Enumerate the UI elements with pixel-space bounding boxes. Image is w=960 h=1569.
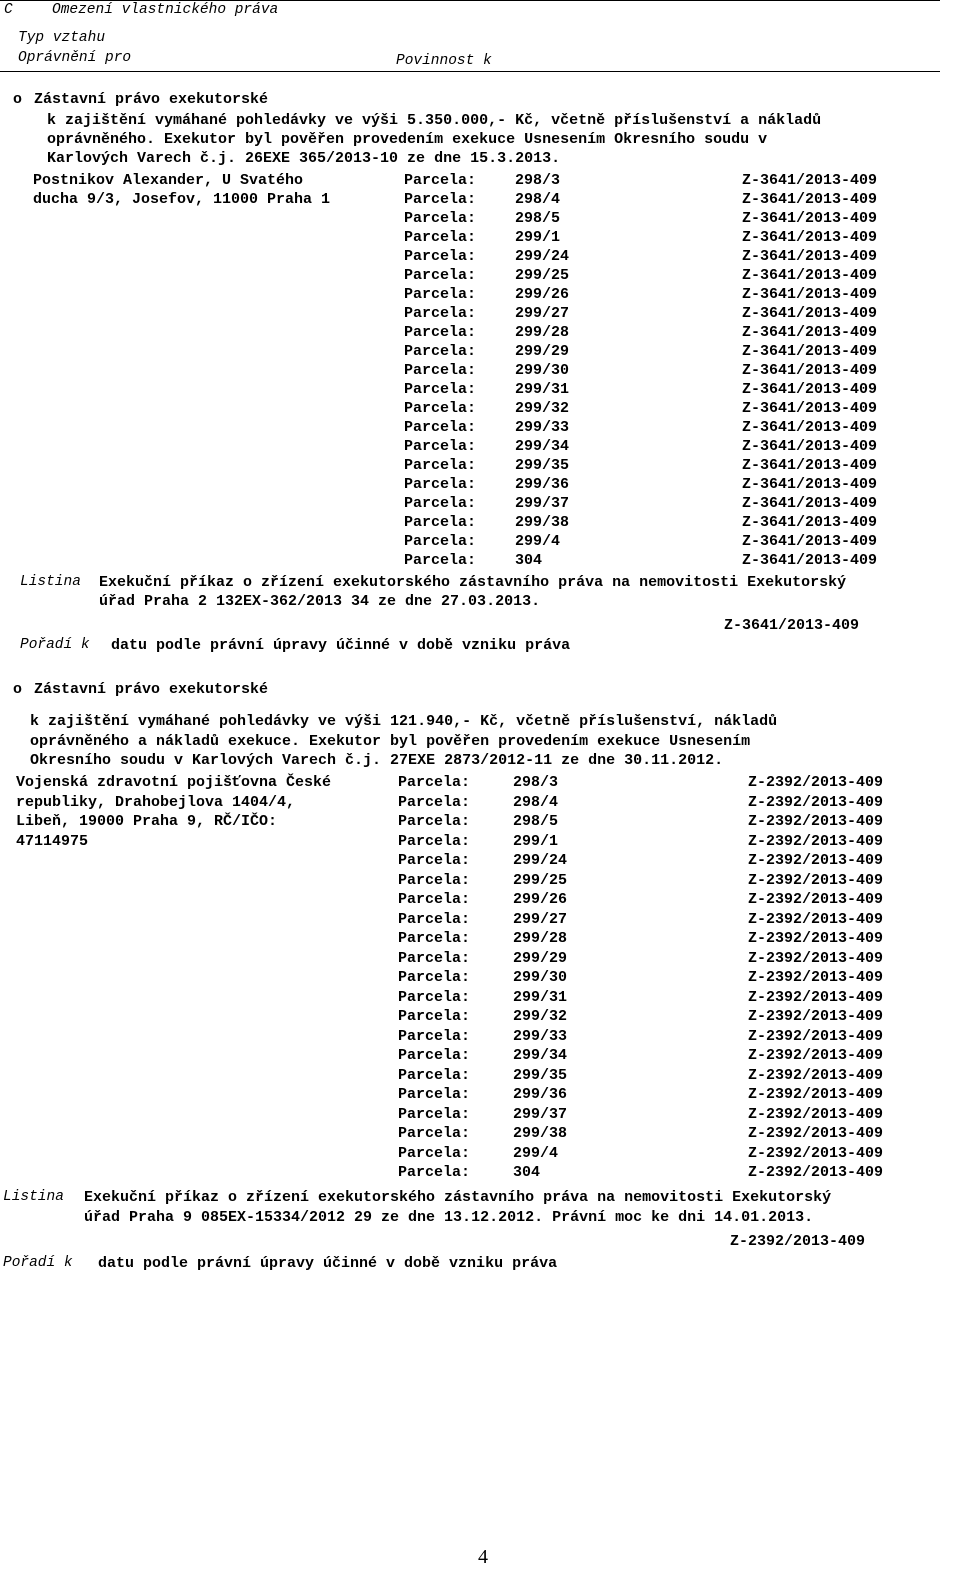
parcel-row — [0, 852, 960, 872]
parcel-reference: Z-2392/2013-409 — [748, 1144, 884, 1162]
parcel-label: Parcela: — [404, 343, 477, 360]
parcel-reference: Z-2392/2013-409 — [748, 988, 884, 1006]
parcel-number: 299/34 — [515, 438, 570, 455]
parcel-row — [0, 1145, 960, 1165]
parcel-number: 298/5 — [515, 210, 561, 227]
parcel-reference: Z-2392/2013-409 — [748, 1086, 884, 1103]
parcel-reference: Z-3641/2013-409 — [742, 495, 878, 512]
parcel-number: 298/5 — [513, 813, 559, 830]
parcel-row — [0, 419, 960, 438]
parcel-label: Parcela: — [404, 324, 477, 341]
parcel-number: 298/3 — [515, 172, 561, 189]
parcel-row — [0, 400, 960, 419]
parcel-row — [0, 533, 960, 552]
parcel-reference: Z-3641/2013-409 — [742, 248, 878, 265]
parcel-label: Parcela: — [404, 286, 477, 303]
parcel-row — [0, 324, 960, 343]
parcel-row — [0, 1008, 960, 1028]
listina-reference: Z-3641/2013-409 — [724, 617, 860, 634]
parcel-row — [0, 1106, 960, 1126]
parcel-label: Parcela: — [398, 1086, 471, 1103]
parcel-row — [0, 362, 960, 381]
parcel-label: Parcela: — [404, 172, 477, 189]
parcel-reference: Z-2392/2013-409 — [748, 832, 884, 850]
column-obligation: Povinnost k — [396, 53, 492, 69]
parcel-number: 299/31 — [515, 381, 570, 398]
parcel-label: Parcela: — [398, 1008, 471, 1025]
parcel-list — [0, 774, 960, 1184]
parcel-label: Parcela: — [404, 457, 477, 474]
party-line: Libeň, 19000 Praha 9, RČ/IČO: — [16, 813, 278, 830]
parcel-reference: Z-2392/2013-409 — [748, 1164, 884, 1181]
parcel-reference: Z-2392/2013-409 — [748, 793, 884, 811]
parcel-number: 299/24 — [515, 248, 570, 265]
parcel-reference: Z-2392/2013-409 — [748, 871, 884, 889]
parcel-reference: Z-3641/2013-409 — [742, 172, 878, 189]
parcel-row — [0, 1028, 960, 1048]
parcel-reference: Z-3641/2013-409 — [742, 305, 878, 322]
parcel-label: Parcela: — [398, 988, 471, 1006]
parcel-number: 299/27 — [515, 305, 570, 322]
parcel-number: 299/1 — [515, 229, 561, 246]
parcel-number: 299/37 — [513, 1105, 568, 1123]
party-line: 47114975 — [16, 833, 89, 850]
parcel-reference: Z-3641/2013-409 — [742, 286, 878, 303]
parcel-reference: Z-2392/2013-409 — [748, 949, 884, 967]
parcel-number: 299/24 — [513, 852, 568, 869]
parcel-number: 299/33 — [513, 1027, 568, 1045]
parcel-row — [0, 552, 960, 571]
parcel-number: 298/4 — [515, 191, 561, 208]
parcel-reference: Z-2392/2013-409 — [748, 1105, 884, 1123]
parcel-number: 299/1 — [513, 832, 559, 850]
parcel-reference: Z-3641/2013-409 — [742, 514, 878, 531]
parcel-number: 299/4 — [515, 533, 561, 550]
parcel-label: Parcela: — [398, 774, 471, 791]
parcel-label: Parcela: — [404, 362, 477, 379]
parcel-label: Parcela: — [398, 1066, 471, 1084]
listina-line: úřad Praha 9 085EX-15334/2012 29 ze dne 13.12.2012. Právní moc ke dni 14.01.2013. — [84, 1209, 814, 1226]
parcel-reference: Z-3641/2013-409 — [742, 267, 878, 284]
parcel-reference: Z-2392/2013-409 — [748, 852, 884, 869]
listina-line: Exekuční příkaz o zřízení exekutorského zástavního práva na nemovitosti Exekutorský — [84, 1189, 832, 1206]
parcel-row — [0, 191, 960, 210]
parcel-list — [0, 172, 960, 571]
entry-bullet: o — [13, 681, 23, 698]
parcel-row — [0, 1164, 960, 1184]
parcel-row — [0, 248, 960, 267]
parcel-number: 299/28 — [515, 324, 570, 341]
description-line: Okresního soudu v Karlových Varech č.j. 27EXE 2873/2012-11 ze dne 30.11.2012. — [30, 752, 724, 769]
parcel-reference: Z-2392/2013-409 — [748, 891, 884, 908]
parcel-label: Parcela: — [398, 1164, 471, 1181]
parcel-row — [0, 1067, 960, 1087]
parcel-number: 299/29 — [513, 949, 568, 967]
parcel-reference: Z-3641/2013-409 — [742, 552, 878, 569]
parcel-number: 299/28 — [513, 930, 568, 947]
column-relation-type: Typ vztahu — [18, 30, 106, 46]
listina-line: Exekuční příkaz o zřízení exekutorského zástavního práva na nemovitosti Exekutorský — [99, 574, 847, 591]
parcel-number: 299/36 — [515, 476, 570, 493]
parcel-label: Parcela: — [404, 476, 477, 493]
parcel-row — [0, 457, 960, 476]
parcel-number: 299/25 — [515, 267, 570, 284]
parcel-number: 299/4 — [513, 1144, 559, 1162]
parcel-reference: Z-3641/2013-409 — [742, 229, 878, 246]
parcel-reference: Z-3641/2013-409 — [742, 476, 878, 493]
parcel-label: Parcela: — [398, 1047, 471, 1064]
entry-title: Zástavní právo exekutorské — [34, 91, 269, 108]
parcel-number: 299/35 — [515, 457, 570, 474]
parcel-reference: Z-3641/2013-409 — [742, 419, 878, 436]
parcel-reference: Z-3641/2013-409 — [742, 210, 878, 227]
parcel-number: 299/34 — [513, 1047, 568, 1064]
parcel-row — [0, 381, 960, 400]
parcel-row — [0, 911, 960, 931]
parcel-reference: Z-2392/2013-409 — [748, 813, 884, 830]
page-number: 4 — [478, 1546, 488, 1568]
party-line: Vojenská zdravotní pojišťovna České — [16, 774, 332, 791]
parcel-label: Parcela: — [398, 1027, 471, 1045]
parcel-row — [0, 950, 960, 970]
listina-label: Listina — [3, 1189, 64, 1205]
parcel-label: Parcela: — [398, 1125, 471, 1142]
parcel-label: Parcela: — [404, 400, 477, 417]
entry-title: Zástavní právo exekutorské — [34, 681, 269, 698]
party-line: ducha 9/3, Josefov, 11000 Praha 1 — [33, 191, 331, 208]
parcel-reference: Z-3641/2013-409 — [742, 533, 878, 550]
section-title: Omezení vlastnického práva — [52, 2, 279, 18]
parcel-number: 299/37 — [515, 495, 570, 512]
parcel-row — [0, 172, 960, 191]
parcel-number: 299/33 — [515, 419, 570, 436]
parcel-number: 299/26 — [513, 891, 568, 908]
parcel-label: Parcela: — [404, 495, 477, 512]
parcel-label: Parcela: — [398, 852, 471, 869]
parcel-label: Parcela: — [404, 191, 477, 208]
parcel-label: Parcela: — [398, 891, 471, 908]
header-top-rule — [0, 0, 940, 1]
listina-line: úřad Praha 2 132EX-362/2013 34 ze dne 27.03.2013. — [99, 593, 541, 610]
parcel-label: Parcela: — [398, 871, 471, 889]
parcel-row — [0, 930, 960, 950]
parcel-label: Parcela: — [398, 930, 471, 947]
parcel-reference: Z-3641/2013-409 — [742, 343, 878, 360]
parcel-label: Parcela: — [404, 248, 477, 265]
parcel-label: Parcela: — [404, 552, 477, 569]
parcel-reference: Z-3641/2013-409 — [742, 191, 878, 208]
party-line: republiky, Drahobejlova 1404/4, — [16, 794, 296, 811]
entry-bullet: o — [13, 91, 23, 108]
description-line: oprávněného a nákladů exekuce. Exekutor byl pověřen provedením exekuce Usnesením — [30, 733, 751, 750]
parcel-label: Parcela: — [404, 533, 477, 550]
parcel-row — [0, 210, 960, 229]
column-entitled: Oprávnění pro — [18, 50, 132, 66]
parcel-reference: Z-3641/2013-409 — [742, 381, 878, 398]
parcel-reference: Z-3641/2013-409 — [742, 457, 878, 474]
parcel-reference: Z-3641/2013-409 — [742, 438, 878, 455]
parcel-row — [0, 1125, 960, 1145]
parcel-number: 299/38 — [515, 514, 570, 531]
parcel-row — [0, 813, 960, 833]
parcel-label: Parcela: — [398, 832, 471, 850]
parcel-reference: Z-2392/2013-409 — [748, 1047, 884, 1064]
parcel-reference: Z-3641/2013-409 — [742, 362, 878, 379]
parcel-number: 299/25 — [513, 871, 568, 889]
parcel-row — [0, 1086, 960, 1106]
parcel-row — [0, 989, 960, 1009]
parcel-number: 299/30 — [515, 362, 570, 379]
parcel-reference: Z-2392/2013-409 — [748, 910, 884, 928]
parcel-label: Parcela: — [404, 305, 477, 322]
parcel-number: 299/35 — [513, 1066, 568, 1084]
parcel-number: 298/3 — [513, 774, 559, 791]
section-code: C — [4, 2, 13, 18]
parcel-number: 299/29 — [515, 343, 570, 360]
parcel-row — [0, 476, 960, 495]
parcel-row — [0, 438, 960, 457]
party-line: Postnikov Alexander, U Svatého — [33, 172, 304, 189]
description-line: oprávněného. Exekutor byl pověřen provedením exekuce Usnesením Okresního soudu v — [47, 131, 768, 148]
parcel-label: Parcela: — [398, 813, 471, 830]
description-line: k zajištění vymáhané pohledávky ve výši 5.350.000,- Kč, včetně příslušenství a nákladů — [47, 112, 822, 129]
parcel-label: Parcela: — [398, 910, 471, 928]
order-text: datu podle právní úpravy účinné v době vzniku práva — [111, 637, 571, 654]
parcel-label: Parcela: — [404, 419, 477, 436]
parcel-reference: Z-2392/2013-409 — [748, 1066, 884, 1084]
parcel-row — [0, 286, 960, 305]
parcel-row — [0, 514, 960, 533]
parcel-label: Parcela: — [398, 969, 471, 986]
listina-label: Listina — [20, 574, 81, 590]
parcel-label: Parcela: — [404, 514, 477, 531]
parcel-number: 299/32 — [513, 1008, 568, 1025]
parcel-row — [0, 305, 960, 324]
parcel-row — [0, 872, 960, 892]
parcel-row — [0, 794, 960, 814]
parcel-label: Parcela: — [398, 793, 471, 811]
parcel-number: 299/31 — [513, 988, 568, 1006]
parcel-row — [0, 891, 960, 911]
order-label: Pořadí k — [20, 637, 90, 653]
parcel-label: Parcela: — [398, 1105, 471, 1123]
parcel-reference: Z-3641/2013-409 — [742, 400, 878, 417]
parcel-number: 299/26 — [515, 286, 570, 303]
parcel-reference: Z-2392/2013-409 — [748, 930, 884, 947]
parcel-row — [0, 267, 960, 286]
parcel-number: 299/30 — [513, 969, 568, 986]
parcel-row — [0, 774, 960, 794]
order-text: datu podle právní úpravy účinné v době vzniku práva — [98, 1255, 558, 1272]
parcel-number: 299/27 — [513, 910, 568, 928]
parcel-label: Parcela: — [398, 949, 471, 967]
order-label: Pořadí k — [3, 1255, 73, 1271]
parcel-row — [0, 495, 960, 514]
parcel-row — [0, 229, 960, 248]
description-line: Karlových Varech č.j. 26EXE 365/2013-10 ze dne 15.3.2013. — [47, 150, 561, 167]
parcel-reference: Z-2392/2013-409 — [748, 774, 884, 791]
description-line: k zajištění vymáhané pohledávky ve výši 121.940,- Kč, včetně příslušenství, nákladů — [30, 713, 778, 730]
parcel-reference: Z-2392/2013-409 — [748, 1125, 884, 1142]
parcel-label: Parcela: — [404, 267, 477, 284]
parcel-reference: Z-3641/2013-409 — [742, 324, 878, 341]
parcel-row — [0, 343, 960, 362]
parcel-label: Parcela: — [404, 210, 477, 227]
parcel-number: 299/38 — [513, 1125, 568, 1142]
parcel-reference: Z-2392/2013-409 — [748, 1027, 884, 1045]
parcel-row — [0, 833, 960, 853]
parcel-label: Parcela: — [404, 438, 477, 455]
parcel-row — [0, 1047, 960, 1067]
parcel-number: 299/36 — [513, 1086, 568, 1103]
parcel-label: Parcela: — [398, 1144, 471, 1162]
parcel-row — [0, 969, 960, 989]
parcel-reference: Z-2392/2013-409 — [748, 969, 884, 986]
parcel-number: 299/32 — [515, 400, 570, 417]
parcel-reference: Z-2392/2013-409 — [748, 1008, 884, 1025]
listina-reference: Z-2392/2013-409 — [730, 1233, 866, 1250]
parcel-label: Parcela: — [404, 229, 477, 246]
parcel-number: 304 — [513, 1164, 541, 1181]
parcel-number: 304 — [515, 552, 543, 569]
header-bottom-rule — [0, 71, 940, 72]
parcel-label: Parcela: — [404, 381, 477, 398]
parcel-number: 298/4 — [513, 793, 559, 811]
